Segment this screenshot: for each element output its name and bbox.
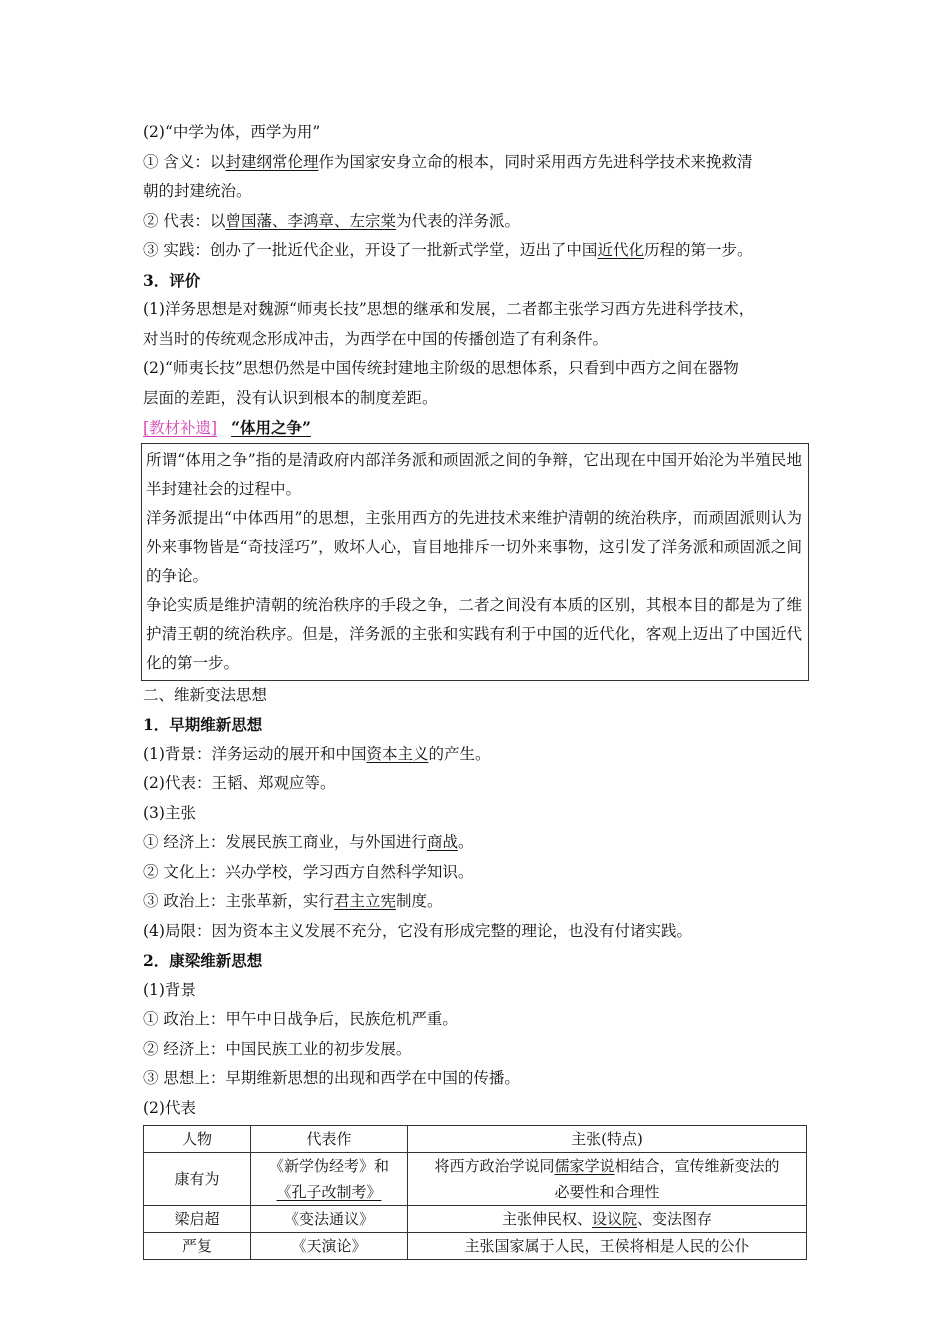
evaluation-2-line2: 层面的差距，没有认识到根本的制度差距。: [143, 388, 438, 407]
cell-yan-work: 《天演论》: [251, 1233, 408, 1260]
early-politics: [143, 887, 815, 917]
cell-liang-name: 梁启超: [144, 1206, 251, 1233]
cell-kang-work: [251, 1153, 408, 1206]
early-background: [143, 740, 815, 770]
cell-liang-claim: [408, 1206, 807, 1233]
table-row: [144, 1233, 807, 1260]
politics-rest: 制度。: [395, 892, 443, 910]
early-reform-title: 1．早期维新思想: [143, 715, 263, 734]
rep-underlined: 曾国藩、李鸿章、左宗棠: [225, 211, 396, 230]
kang-claim-rest: 相结合，宣传维新变法的: [614, 1157, 780, 1175]
kang-work-1: 《新学伪经考》和: [268, 1157, 389, 1175]
kangliang-thought: ③ 思想上：早期维新思想的出现和西学在中国的传播。: [143, 1069, 520, 1087]
supplement-heading: [143, 413, 815, 443]
meaning-line: [143, 148, 815, 178]
econ-prefix: ① 经济上：发展民族工商业，与外国进行: [143, 833, 427, 851]
bg-rest: 的产生。: [428, 744, 491, 763]
kang-claim-underlined: 儒家学说: [554, 1157, 615, 1175]
early-representatives: (2)代表：王韬、郑观应等。: [143, 774, 336, 792]
table-header-row: [144, 1126, 807, 1153]
kangliang-background-title: (1)背景: [143, 980, 196, 999]
bg-prefix: (1)背景：洋务运动的展开和中国: [143, 744, 367, 763]
supplement-paragraph-3: 争论实质是维护清朝的统治秩序的手段之争，二者之间没有本质的区别，其根本目的都是为了维护清王朝的统治秩序。但是，洋务派的主张和实践有利于中国的近代化，客观上迈出了中国近代化的第一步。: [146, 595, 802, 672]
section-reform-heading: 二、维新变法思想: [143, 685, 268, 704]
politics-underlined: 君主立宪: [333, 892, 396, 910]
heading-zhongti-xiyong: (2)“中学为体，西学为用”: [143, 123, 321, 141]
cell-liang-work: 《变法通议》: [251, 1206, 408, 1233]
practice-underlined: 近代化: [597, 241, 644, 259]
meaning-prefix: ① 含义：以: [143, 152, 226, 171]
document-page: [143, 118, 815, 1260]
early-limitation: (4)局限：因为资本主义发展不充分，它没有形成完整的理论，也没有付诸实践。: [143, 921, 692, 940]
header-claim: 主张(特点): [408, 1126, 807, 1153]
representatives-line: [143, 207, 815, 237]
supplement-title: “体用之争”: [231, 418, 311, 437]
table-row: [144, 1206, 807, 1233]
kang-claim-pre: 将西方政治学说同: [434, 1157, 555, 1175]
header-work: 代表作: [251, 1126, 408, 1153]
practice-prefix: ③ 实践：创办了一批近代企业，开设了一批新式学堂，迈出了中国: [143, 241, 598, 259]
liang-claim-pre: 主张伸民权、: [501, 1210, 592, 1228]
cell-yan-claim: 主张国家属于人民，王侯将相是人民的公仆: [408, 1233, 807, 1260]
evaluation-1-line2: 对当时的传统观念形成冲击，为西学在中国的传播创造了有利条件。: [143, 329, 609, 348]
econ-underlined: 商战: [426, 833, 458, 851]
econ-rest: 。: [457, 833, 474, 851]
early-claims-title: (3)主张: [143, 803, 196, 822]
practice-line: [143, 236, 815, 266]
meaning-underlined: 封建纲常伦理: [225, 152, 319, 171]
kangliang-representatives-title: (2)代表: [143, 1098, 196, 1117]
representatives-table: [143, 1125, 807, 1260]
cell-kang-name: 康有为: [144, 1153, 251, 1206]
bg-underlined: 资本主义: [366, 744, 429, 763]
evaluation-2-line1: (2)“师夷长技”思想仍然是中国传统封建地主阶级的思想体系，只看到中西方之间在器物: [143, 359, 739, 377]
practice-rest: 历程的第一步。: [643, 241, 753, 259]
kangliang-politics: ① 政治上：甲午中日战争后，民族危机严重。: [143, 1010, 458, 1028]
kang-work-2: 《孔子改制考》: [276, 1183, 382, 1201]
early-culture: ② 文化上：兴办学校，学习西方自然科学知识。: [143, 862, 474, 881]
supplement-box: [141, 443, 809, 681]
header-person: 人物: [144, 1126, 251, 1153]
politics-prefix: ③ 政治上：主张革新，实行: [143, 892, 334, 910]
rep-rest: 为代表的洋务派。: [395, 211, 520, 230]
liang-claim-rest: 、变法图存: [637, 1210, 713, 1228]
kangliang-title: 2．康梁维新思想: [143, 951, 263, 970]
evaluation-1-line1: (1)洋务思想是对魏源“师夷长技”思想的继承和发展，二者都主张学习西方先进科学技术，: [143, 300, 755, 318]
supplement-paragraph-2: 洋务派提出“中体西用”的思想，主张用西方的先进技术来维护清朝的统治秩序，而顽固派则认为外来事物皆是“奇技淫巧”，败坏人心，盲目地排斥一切外来事物，这引发了洋务派和顽固派之间的争论。: [146, 508, 802, 585]
cell-yan-name: 严复: [144, 1233, 251, 1260]
rep-prefix: ② 代表：以: [143, 211, 226, 230]
meaning-rest: 作为国家安身立命的根本，同时采用西方先进科学技术来挽救清: [318, 152, 753, 171]
early-economy: [143, 828, 815, 858]
table-row: [144, 1153, 807, 1206]
kang-claim-line2: 必要性和合理性: [554, 1183, 660, 1201]
supplement-paragraph-1: 所谓“体用之争”指的是清政府内部洋务派和顽固派之间的争辩，它出现在中国开始沦为半殖民地半封建社会的过程中。: [146, 450, 802, 498]
evaluation-title: 3．评价: [143, 270, 201, 290]
supplement-tag: [教材补遗]: [143, 419, 218, 437]
kangliang-economy: ② 经济上：中国民族工业的初步发展。: [143, 1039, 412, 1058]
liang-claim-underlined: 设议院: [591, 1210, 637, 1228]
meaning-line2: 朝的封建统治。: [143, 182, 252, 200]
cell-kang-claim: [408, 1153, 807, 1206]
